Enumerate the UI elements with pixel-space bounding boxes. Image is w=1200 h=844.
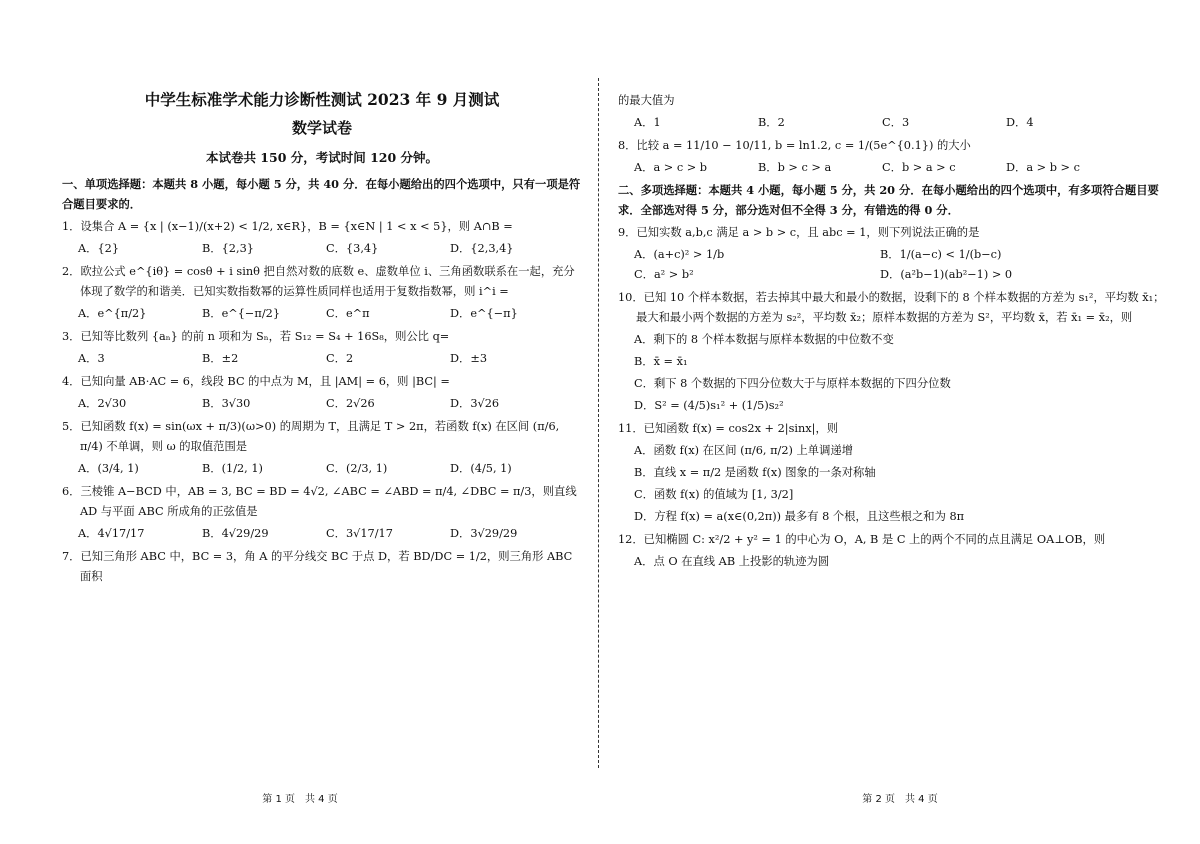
question-2-options: [62, 304, 582, 324]
option-b: B．e^{−π/2}: [202, 307, 281, 320]
option-d: D．e^{−π}: [450, 307, 518, 320]
option-a: A．函数 f(x) 在区间 (π/6, π/2) 上单调递增: [634, 444, 853, 457]
option-b: B．(1/2, 1): [202, 462, 263, 475]
question-2-stem: 2．欧拉公式 e^{iθ} = cosθ + i sinθ 把自然对数的底数 e、虚数单位 i、三角函数联系在一起，充分体现了数学的和谐美．已知实数指数幂的运算性质同样也适用于复数指数幂，则 i^i =: [62, 265, 575, 298]
option-a: A．1: [634, 116, 661, 129]
option-b: B．3√30: [202, 397, 251, 410]
question-4: [62, 372, 582, 414]
question-5-stem: 5．已知函数 f(x) = sin(ωx + π/3)(ω>0) 的周期为 T，且满足 T > 2π，若函数 f(x) 在区间 (π/6, π/4) 不单调，则 ω 的取值范围是: [62, 420, 560, 453]
question-4-stem: 4．已知向量 AB·AC = 6，线段 BC 的中点为 M，且 |AM| = 6，则 |BC| =: [62, 375, 450, 388]
option-a: A．(a+c)² > 1/b: [634, 248, 725, 261]
option-c: C．e^π: [326, 307, 370, 320]
section-2-header: 二、多项选择题：本题共 4 小题，每小题 5 分，共 20 分．在每小题给出的四个选项中，有多项符合题目要求．全部选对得 5 分，部分选对但不全得 3 分，有错选的得 0 分．: [618, 183, 1159, 217]
option-a: A．剩下的 8 个样本数据与原样本数据的中位数不变: [634, 333, 894, 346]
page-2: [600, 0, 1200, 844]
option-d: D．方程 f(x) = a(x∈(0,2π)) 最多有 8 个根，且这些根之和为 8π: [634, 510, 965, 523]
option-a: A．{2}: [78, 242, 120, 255]
page-1-content: [62, 88, 582, 587]
question-10-stem: 10．已知 10 个样本数据，若去掉其中最大和最小的数据，设剩下的 8 个样本数据的方差为 s₁²，平均数 x̄₁；最大和最小两个数据的方差为 s₂²，平均数 x̄₂；原样本数据的方差为 S²，平均数 x̄，若 x̄₁ = x̄₂，则: [618, 291, 1165, 324]
option-c: C．2√26: [326, 397, 375, 410]
page-2-content: [618, 88, 1168, 572]
question-8: [618, 136, 1168, 178]
option-d: D．3√29/29: [450, 527, 518, 540]
option-b: B．x̄ = x̄₁: [634, 355, 688, 368]
option-c: C．b > a > c: [882, 161, 956, 174]
option-b: B．2: [758, 116, 785, 129]
question-1-stem: 1．设集合 A = {x | (x−1)/(x+2) < 1/2, x∈R}，B = {x∈N | 1 < x < 5}，则 A∩B =: [62, 220, 513, 233]
option-d: D．±3: [450, 352, 488, 365]
question-1: [62, 217, 582, 259]
question-11-stem: 11．已知函数 f(x) = cos2x + 2|sinx|，则: [618, 422, 839, 435]
question-12-stem: 12．已知椭圆 C: x²/2 + y² = 1 的中心为 O，A, B 是 C 上的两个不同的点且满足 OA⊥OB，则: [618, 533, 1106, 546]
option-c: C．a² > b²: [634, 268, 694, 281]
option-a: A．e^{π/2}: [78, 307, 147, 320]
option-c: C．3: [882, 116, 910, 129]
section-1-header: 一、单项选择题：本题共 8 小题，每小题 5 分，共 40 分．在每小题给出的四个选项中，只有一项是符合题目要求的．: [62, 177, 581, 211]
option-d: D．3√26: [450, 397, 500, 410]
question-7-stem: 7．已知三角形 ABC 中，BC = 3，角 A 的平分线交 BC 于点 D，若 BD/DC = 1/2，则三角形 ABC 面积: [62, 550, 573, 583]
question-8-stem: 8．比较 a = 11/10 − 10/11, b = ln1.2, c = 1/(5e^{0.1}) 的大小: [618, 139, 971, 152]
question-6-stem: 6．三棱锥 A−BCD 中，AB = 3, BC = BD = 4√2, ∠ABC = ∠ABD = π/4, ∠DBC = π/3，则直线 AD 与平面 ABC 所成角的正弦值是: [62, 485, 577, 518]
option-b: B．4√29/29: [202, 527, 269, 540]
option-c: C．3√17/17: [326, 527, 393, 540]
question-7: [62, 547, 582, 587]
option-d: D．(4/5, 1): [450, 462, 512, 475]
option-d: D．(a²b−1)(ab²−1) > 0: [880, 268, 1013, 281]
option-d: D．{2,3,4}: [450, 242, 514, 255]
option-a: A．点 O 在直线 AB 上投影的轨迹为圆: [634, 555, 830, 568]
option-c: C．{3,4}: [326, 242, 379, 255]
question-7-options: [618, 113, 1168, 133]
option-d: D．S² = (4/5)s₁² + (1/5)s₂²: [634, 399, 784, 412]
option-b: B．b > c > a: [758, 161, 832, 174]
question-2: [62, 262, 582, 324]
question-8-options: [618, 158, 1168, 178]
option-c: C．函数 f(x) 的值域为 [1, 3/2]: [634, 488, 794, 501]
option-a: A．3: [78, 352, 105, 365]
question-3-options: [62, 349, 582, 369]
question-7-stem-continued: 的最大值为: [618, 94, 675, 107]
page-divider: [598, 78, 599, 768]
option-a: A．4√17/17: [78, 527, 145, 540]
question-5: [62, 417, 582, 479]
question-3-stem: 3．已知等比数列 {aₙ} 的前 n 项和为 Sₙ，若 S₁₂ = S₄ + 16S₈，则公比 q=: [62, 330, 450, 343]
option-c: C．2: [326, 352, 354, 365]
question-9: [618, 223, 1168, 285]
option-a: A．2√30: [78, 397, 127, 410]
option-b: B．±2: [202, 352, 239, 365]
question-6-options: [62, 524, 582, 544]
question-4-options: [62, 394, 582, 414]
question-10: [618, 288, 1168, 416]
exam-subtitle: 数学试卷: [291, 119, 352, 137]
option-b: B．{2,3}: [202, 242, 254, 255]
page-2-footer: 第 2 页 共 4 页: [862, 794, 938, 805]
question-5-options: [62, 459, 582, 479]
option-c: C．(2/3, 1): [326, 462, 388, 475]
page-1-footer: 第 1 页 共 4 页: [262, 794, 338, 805]
question-6: [62, 482, 582, 544]
option-b: B．直线 x = π/2 是函数 f(x) 图象的一条对称轴: [634, 466, 876, 479]
question-7-continued: [618, 91, 1168, 133]
question-12: [618, 530, 1168, 572]
option-d: D．a > b > c: [1006, 161, 1080, 174]
exam-notice: 本试卷共 150 分，考试时间 120 分钟。: [205, 150, 439, 165]
option-a: A．a > c > b: [634, 161, 708, 174]
option-d: D．4: [1006, 116, 1034, 129]
question-9-options: [618, 245, 1168, 285]
exam-title: 中学生标准学术能力诊断性测试 2023 年 9 月测试: [144, 90, 500, 109]
option-a: A．(3/4, 1): [78, 462, 139, 475]
option-b: B．1/(a−c) < 1/(b−c): [880, 248, 1002, 261]
option-c: C．剩下 8 个数据的下四分位数大于与原样本数据的下四分位数: [634, 377, 951, 390]
question-9-stem: 9．已知实数 a,b,c 满足 a > b > c，且 abc = 1，则下列说法正确的是: [618, 226, 980, 239]
question-1-options: [62, 239, 582, 259]
question-11: [618, 419, 1168, 527]
question-3: [62, 327, 582, 369]
